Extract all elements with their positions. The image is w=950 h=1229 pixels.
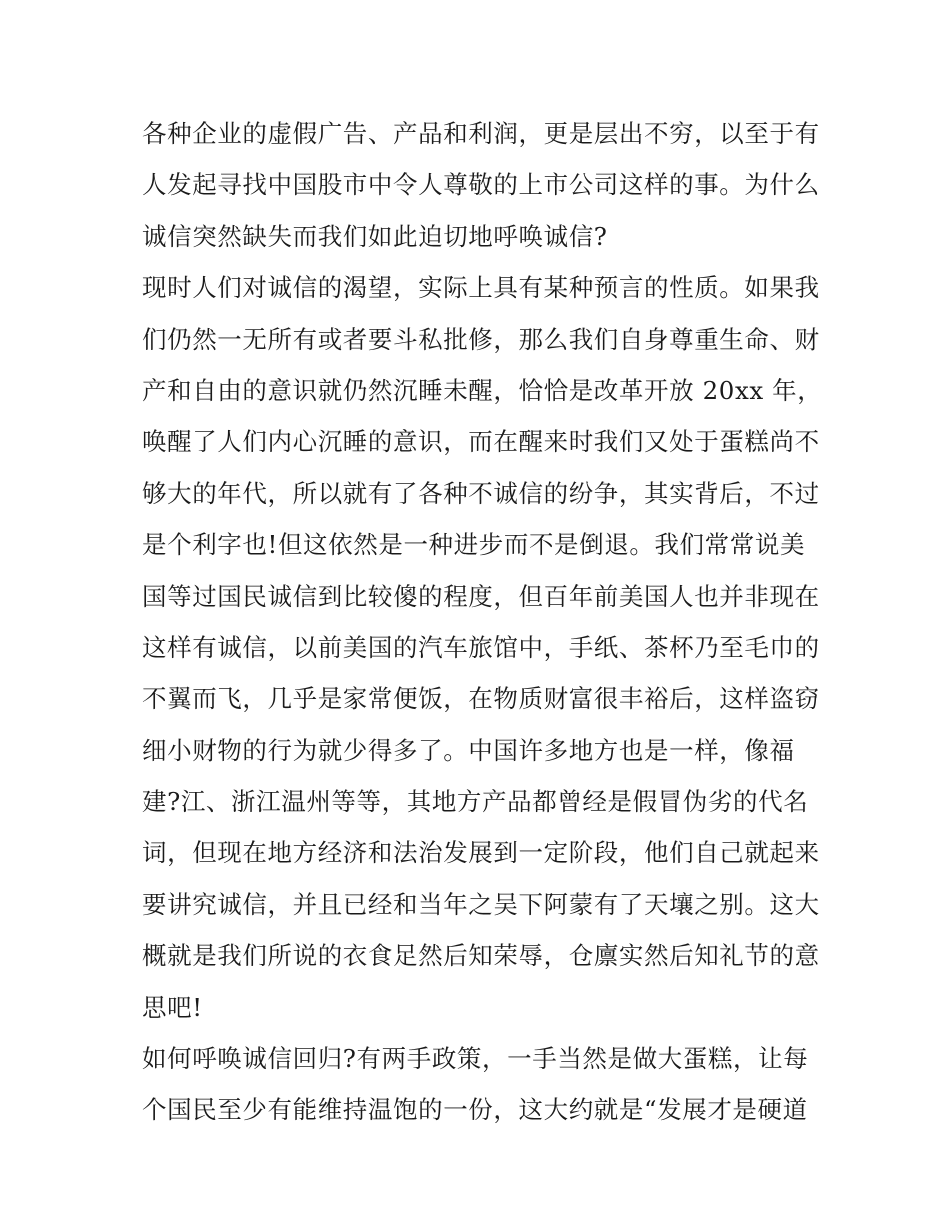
text-line: 们仍然一无所有或者要斗私批修，那么我们自身尊重生命、财 <box>142 324 820 354</box>
text-line: 产和自由的意识就仍然沉睡未醒，恰恰是改革开放 20xx 年， <box>142 375 823 405</box>
text-line: 概就是我们所说的衣食足然后知荣辱，仓廪实然后知礼节的意 <box>142 941 820 971</box>
text-line: 是个利字也!但这依然是一种进步而不是倒退。我们常常说美 <box>142 530 806 560</box>
text-line: 人发起寻找中国股市中令人尊敬的上市公司这样的事。为什么 <box>142 170 820 200</box>
text-line: 个国民至少有能维持温饱的一份，这大约就是“发展才是硬道 <box>142 1095 808 1125</box>
text-line: 各种企业的虚假广告、产品和利润，更是层出不穷，以至于有 <box>142 119 820 148</box>
text-line: 要讲究诚信，并且已经和当年之吴下阿蒙有了天壤之别。这大 <box>142 889 820 919</box>
body-text <box>142 108 822 1136</box>
text-line: 细小财物的行为就少得多了。中国许多地方也是一样，像福 <box>142 735 795 765</box>
text-line: 建?江、浙江温州等等，其地方产品都曾经是假冒伪劣的代名 <box>142 787 809 817</box>
text-line: 诚信突然缺失而我们如此迫切地呼唤诚信? <box>142 221 608 251</box>
text-line: 这样有诚信，以前美国的汽车旅馆中，手纸、茶杯乃至毛巾的 <box>142 632 820 662</box>
text-line: 现时人们对诚信的渴望，实际上具有某种预言的性质。如果我 <box>142 273 820 303</box>
text-line: 国等过国民诚信到比较傻的程度，但百年前美国人也并非现在 <box>142 581 820 611</box>
text-line: 不翼而飞，几乎是家常便饭，在物质财富很丰裕后，这样盗窃 <box>142 684 820 714</box>
text-line: 词，但现在地方经济和法治发展到一定阶段，他们自己就起来 <box>142 838 820 868</box>
text-line: 够大的年代，所以就有了各种不诚信的纷争，其实背后，不过 <box>142 478 820 508</box>
text-line: 如何呼唤诚信回归?有两手政策，一手当然是做大蛋糕，让每 <box>142 1044 809 1074</box>
text-line: 唤醒了人们内心沉睡的意识，而在醒来时我们又处于蛋糕尚不 <box>142 427 820 457</box>
text-line: 思吧! <box>142 992 203 1022</box>
